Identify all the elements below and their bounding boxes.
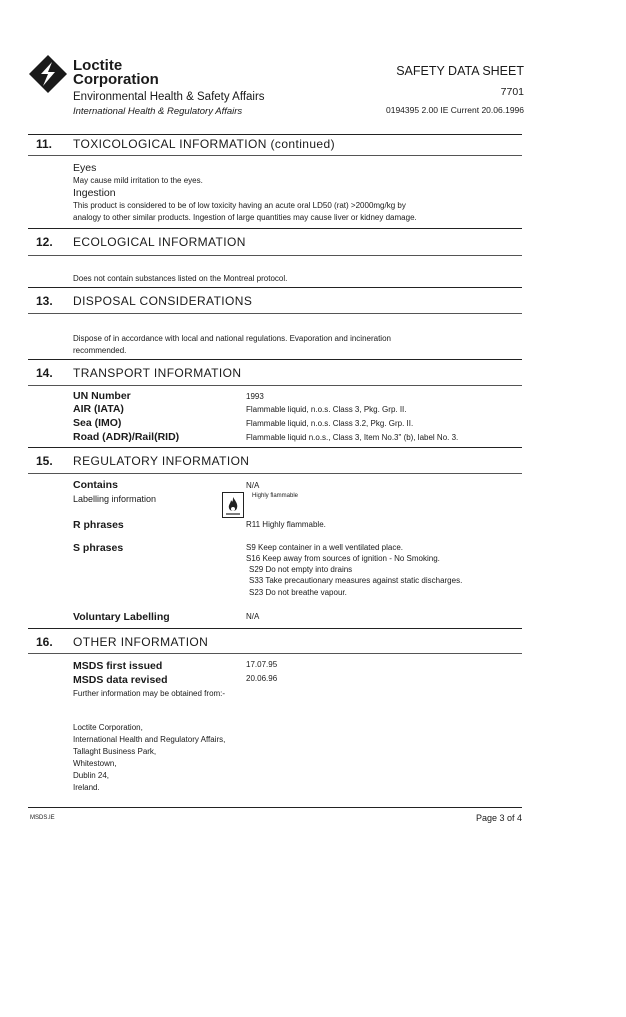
disposal-text: Dispose of in accordance with local and national regulations. Evaporation and incineration [73, 334, 391, 343]
address-line: Whitestown, [73, 759, 117, 768]
section-title: OTHER INFORMATION [73, 635, 209, 649]
revision-line: 0194395 2.00 IE Current 20.06.1996 [386, 105, 524, 115]
transport-value: Flammable liquid, n.o.s. Class 3.2, Pkg. Grp. II. [246, 419, 414, 428]
labelling-label: Labelling information [73, 494, 157, 504]
divider [28, 313, 522, 314]
divider [28, 228, 522, 229]
section-number: 12. [36, 235, 53, 249]
s-phrase: S23 Do not breathe vapour. [249, 588, 347, 597]
section-number: 16. [36, 635, 53, 649]
s-phrases-label: S phrases [73, 542, 124, 554]
divider [28, 807, 522, 808]
ecological-text: Does not contain substances listed on the Montreal protocol. [73, 274, 288, 283]
address-line: Dublin 24, [73, 771, 110, 780]
section-number: 14. [36, 366, 53, 380]
divider [28, 473, 522, 474]
company-name-line2: Corporation [73, 71, 159, 88]
transport-label: Road (ADR)/Rail(RID) [73, 431, 180, 443]
contains-label: Contains [73, 479, 118, 491]
company-name: Loctite [73, 57, 123, 74]
s-phrase: S33 Take precautionary measures against static discharges. [249, 576, 463, 585]
doc-number: 7701 [500, 86, 524, 98]
s-phrase: S29 Do not empty into drains [249, 565, 353, 574]
divider [28, 255, 522, 256]
hazard-caption: Highly flammable [252, 493, 299, 499]
ingestion-text-2: analogy to other similar products. Ingestion of large quantities may cause liver or kidney damage. [73, 213, 417, 222]
transport-label: AIR (IATA) [73, 403, 124, 415]
divider [28, 447, 522, 448]
transport-label: UN Number [73, 390, 131, 402]
section-title: TOXICOLOGICAL INFORMATION (continued) [73, 137, 335, 151]
divider [28, 653, 522, 654]
flammable-hazard-icon [222, 492, 244, 518]
section-number: 15. [36, 454, 53, 468]
section-number: 11. [36, 137, 53, 151]
ingestion-label: Ingestion [73, 187, 116, 199]
first-issued-label: MSDS first issued [73, 660, 163, 672]
r-phrases-label: R phrases [73, 519, 124, 531]
voluntary-value: N/A [246, 612, 260, 621]
page-number: Page 3 of 4 [475, 813, 522, 823]
transport-label: Sea (IMO) [73, 417, 122, 429]
eyes-text: May cause mild irritation to the eyes. [73, 176, 203, 185]
address-line: Loctite Corporation, [73, 723, 143, 732]
r-phrases-value: R11 Highly flammable. [246, 520, 326, 529]
transport-value: 1993 [246, 392, 264, 401]
section-title: REGULATORY INFORMATION [73, 454, 250, 468]
department: Environmental Health & Safety Affairs [73, 91, 265, 103]
eyes-label: Eyes [73, 162, 97, 174]
transport-value: Flammable liquid n.o.s., Class 3, Item No.3" (b), label No. 3. [246, 433, 459, 442]
doc-title: SAFETY DATA SHEET [396, 64, 524, 78]
loctite-logo-icon [28, 54, 68, 94]
revised-label: MSDS data revised [73, 674, 168, 686]
s-phrase: S9 Keep container in a well ventilated place. [246, 543, 403, 552]
footer-code: MSDS.IE [30, 815, 55, 821]
divider [28, 134, 522, 135]
section-title: TRANSPORT INFORMATION [73, 366, 242, 380]
divider [28, 628, 522, 629]
revised-value: 20.06.96 [246, 674, 278, 683]
s-phrase: S16 Keep away from sources of ignition - No Smoking. [246, 554, 440, 563]
ingestion-text: This product is considered to be of low toxicity having an acute oral LD50 (rat) >2000mg/kg by [73, 201, 406, 210]
divider [28, 287, 522, 288]
section-title: DISPOSAL CONSIDERATIONS [73, 294, 253, 308]
subdepartment: International Health & Regulatory Affairs [73, 106, 243, 117]
address-line: International Health and Regulatory Affairs, [73, 735, 226, 744]
first-issued-value: 17.07.95 [246, 660, 278, 669]
disposal-text-2: recommended. [73, 346, 127, 355]
address-line: Ireland. [73, 783, 100, 792]
voluntary-label: Voluntary Labelling [73, 611, 170, 623]
divider [28, 385, 522, 386]
transport-value: Flammable liquid, n.o.s. Class 3, Pkg. Grp. II. [246, 405, 407, 414]
divider [28, 155, 522, 156]
address-line: Tallaght Business Park, [73, 747, 157, 756]
section-number: 13. [36, 294, 53, 308]
contains-value: N/A [246, 481, 260, 490]
section-title: ECOLOGICAL INFORMATION [73, 235, 246, 249]
further-info: Further information may be obtained from:- [73, 689, 226, 698]
divider [28, 359, 522, 360]
